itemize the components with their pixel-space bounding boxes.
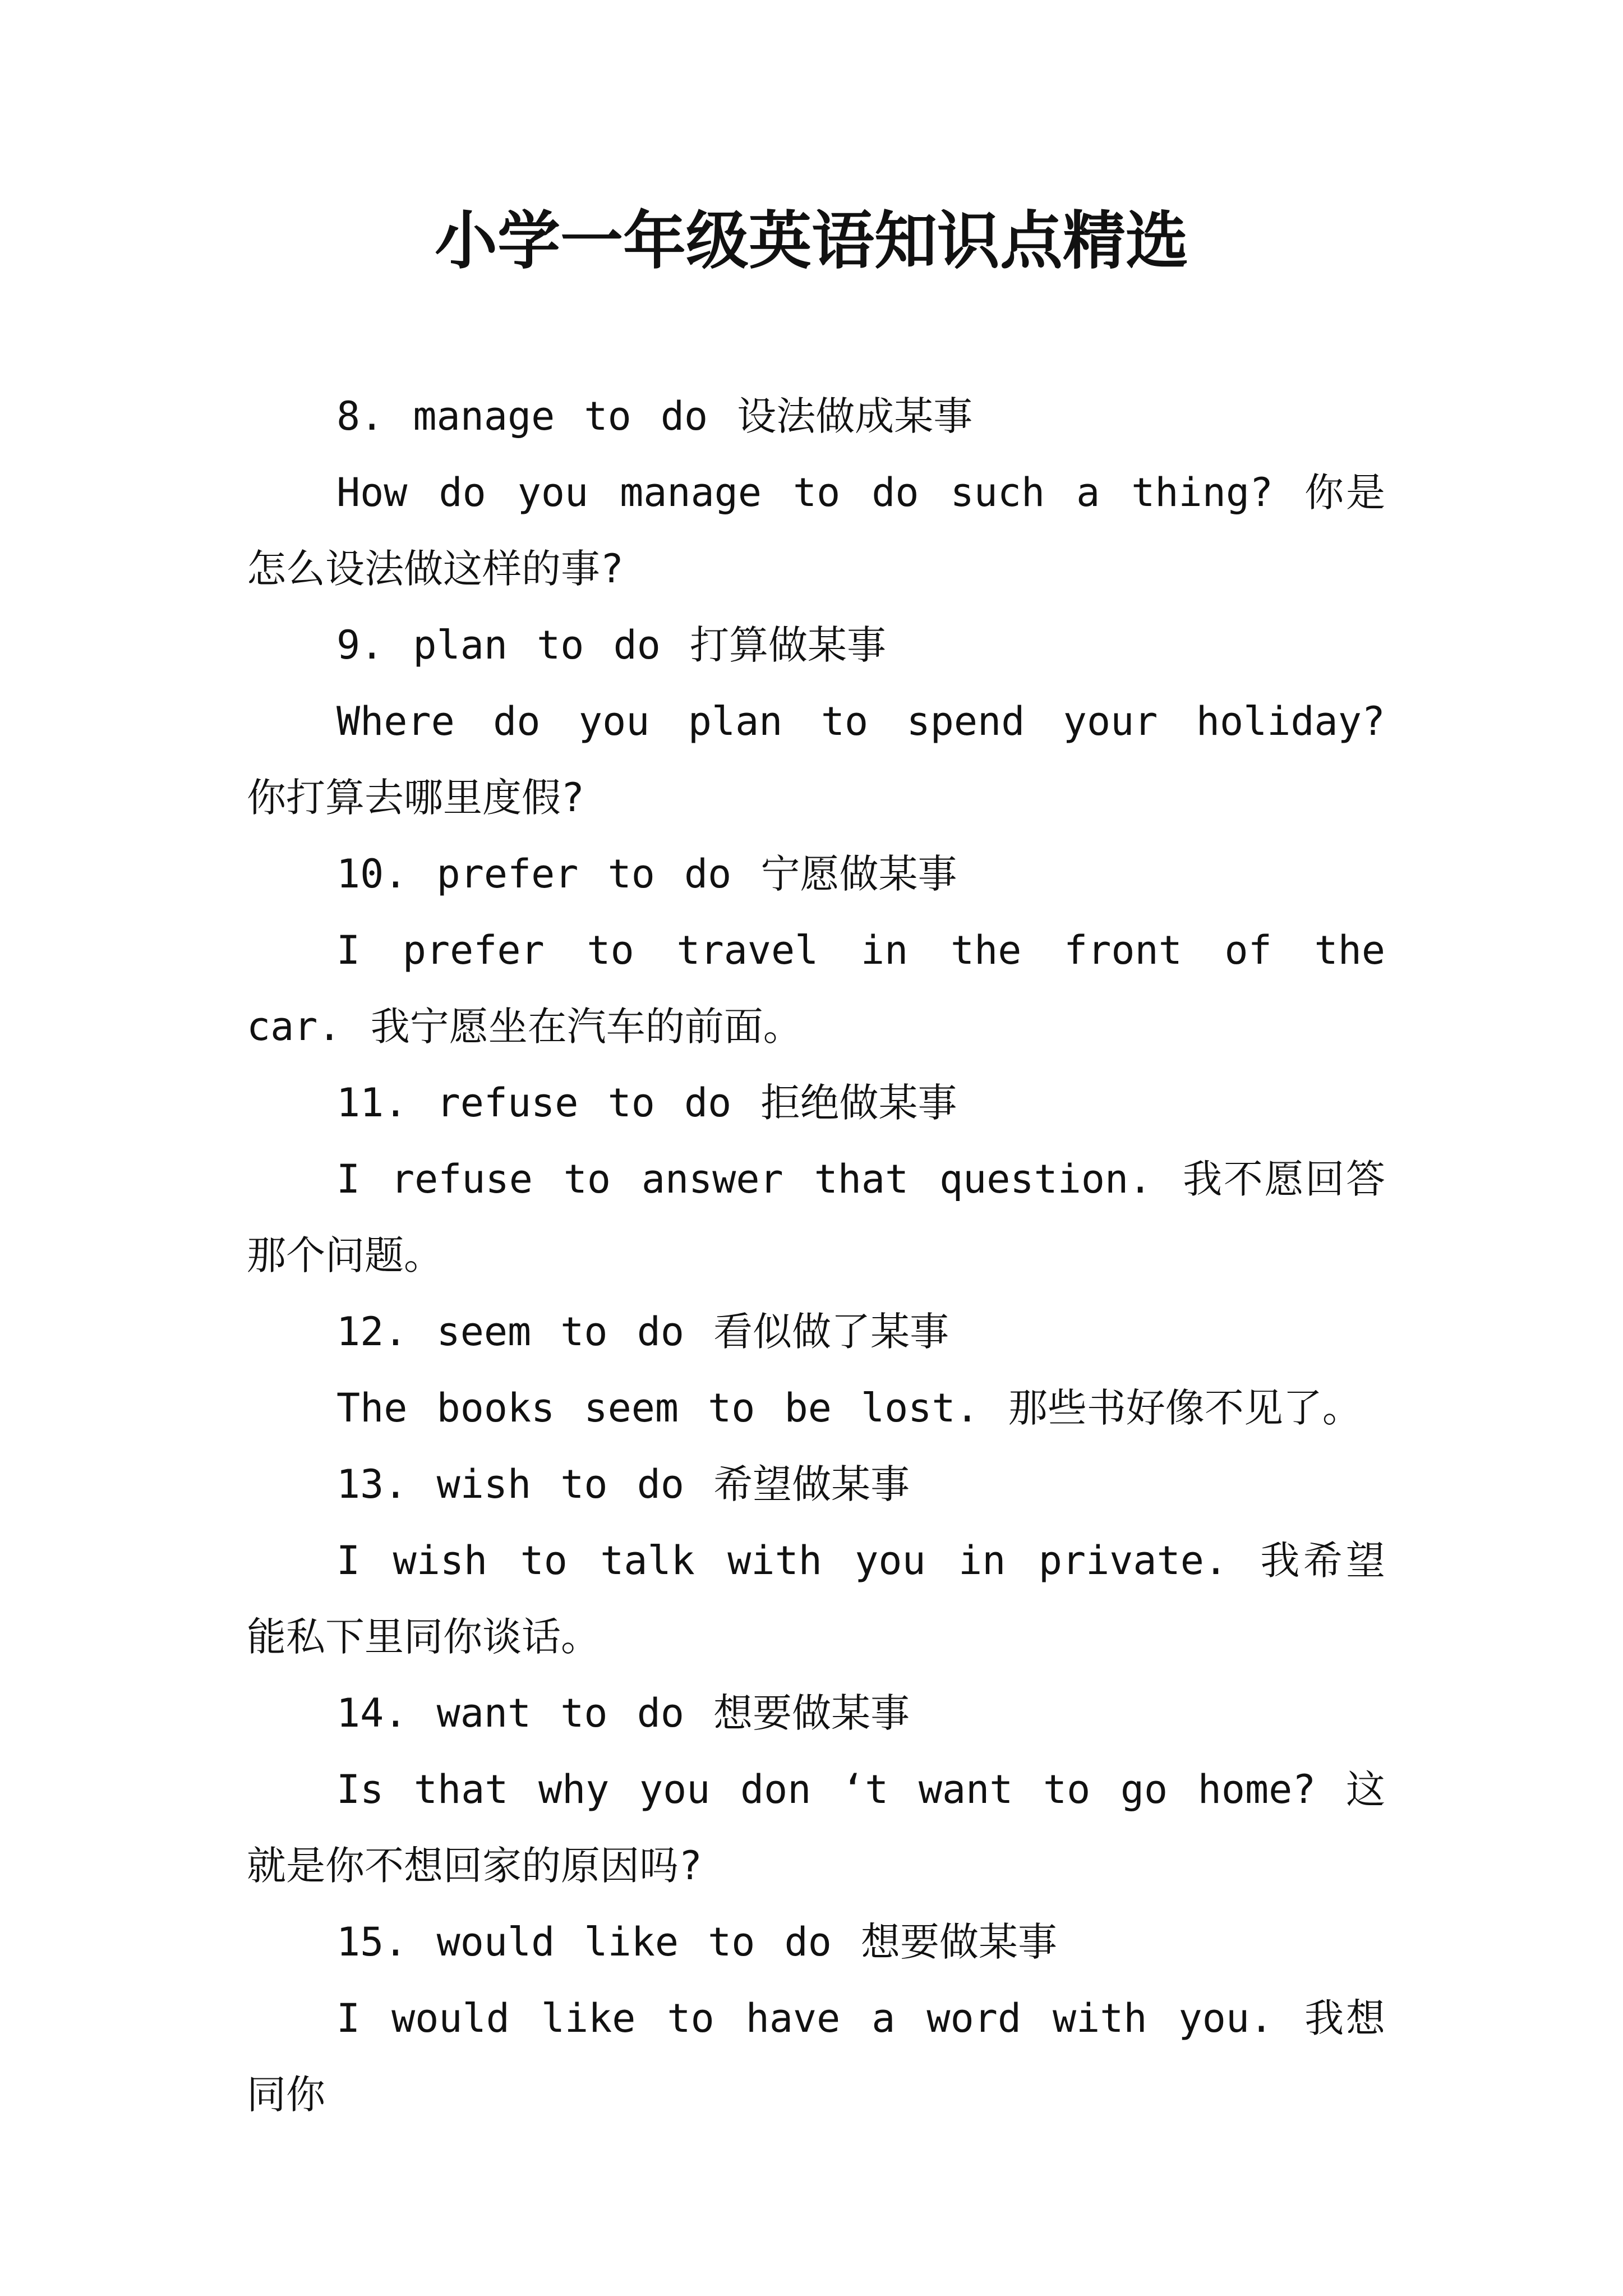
phrase-heading-13: 13. wish to do 希望做某事 <box>336 1461 910 1507</box>
phrase-heading-14: 14. want to do 想要做某事 <box>336 1690 910 1736</box>
example-sentence-15: I would like to have a word with you. 我想同你 <box>247 1995 1385 2118</box>
document-body <box>247 378 1385 2133</box>
example-sentence-13: I wish to talk with you in private. 我希望能私下里同你谈话。 <box>247 1538 1385 1660</box>
example-sentence-8: How do you manage to do such a thing? 你是怎么设法做这样的事? <box>247 470 1385 592</box>
phrase-heading-10: 10. prefer to do 宁愿做某事 <box>336 851 957 897</box>
document-title: 小学一年级英语知识点精选 <box>435 204 1188 278</box>
phrase-heading-12: 12. seem to do 看似做了某事 <box>336 1309 949 1355</box>
phrase-heading-15: 15. would like to do 想要做某事 <box>336 1919 1058 1965</box>
phrase-heading-11: 11. refuse to do 拒绝做某事 <box>336 1080 957 1126</box>
example-sentence-14: Is that why you don ‘t want to go home? 这就是你不想回家的原因吗? <box>247 1766 1385 1889</box>
example-sentence-11: I refuse to answer that question. 我不愿回答那个问题。 <box>247 1156 1385 1278</box>
example-sentence-10: I prefer to travel in the front of the car. 我宁愿坐在汽车的前面。 <box>247 927 1385 1050</box>
phrase-heading-9: 9. plan to do 打算做某事 <box>336 622 887 668</box>
example-sentence-9: Where do you plan to spend your holiday? 你打算去哪里度假? <box>247 698 1385 821</box>
example-sentence-12: The books seem to be lost. 那些书好像不见了。 <box>336 1385 1362 1431</box>
phrase-heading-8: 8. manage to do 设法做成某事 <box>336 393 973 439</box>
